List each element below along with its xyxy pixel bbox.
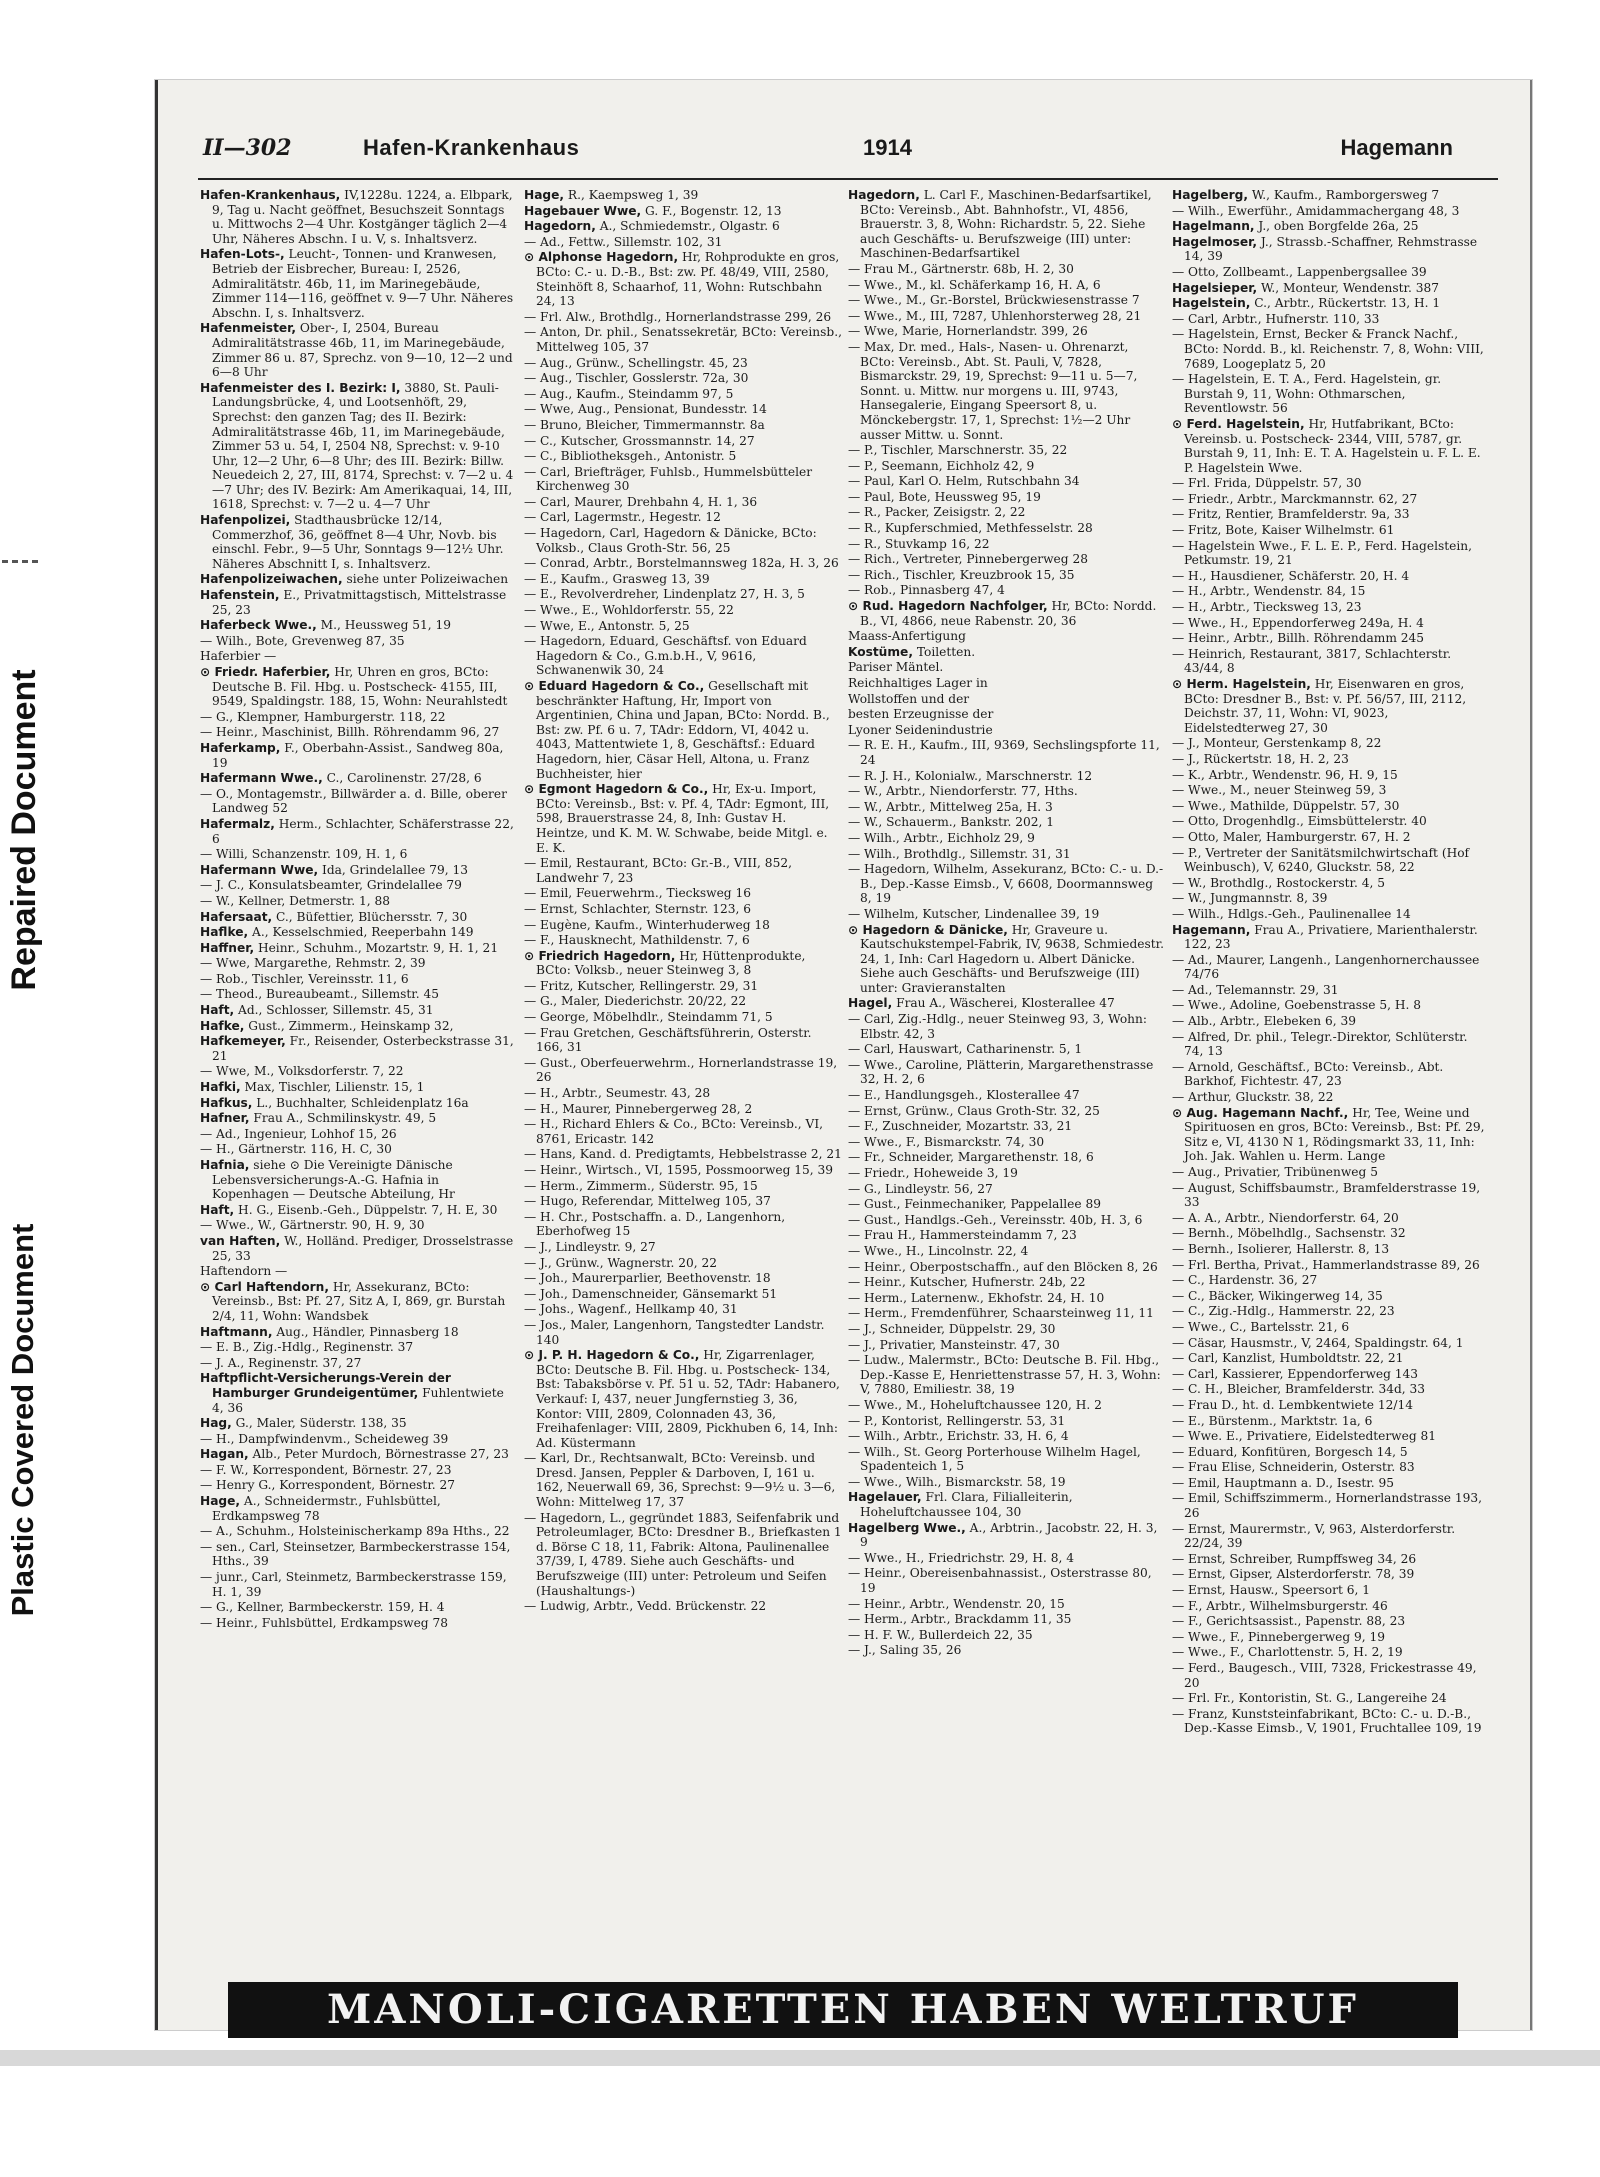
directory-entry: — Friedr., Hoheweide 3, 19 xyxy=(848,1166,1018,1180)
directory-entry: — Emil, Feuerwehrm., Tiecksweg 16 xyxy=(524,886,751,901)
directory-entry: — Wwe., M., neuer Steinweg 59, 3 xyxy=(1172,783,1387,798)
directory-entry: — Frau H., Hammersteindamm 7, 23 xyxy=(848,1228,1077,1243)
directory-entry: — Wilh., Brothdlg., Sillemstr. 31, 31 xyxy=(848,846,1071,861)
directory-entry: — Emil, Restaurant, BCto: Gr.-B., VIII, 852, Landwehr 7, 23 xyxy=(524,856,792,885)
directory-entry: Haffner, Heinr., Schuhm., Mozartstr. 9, H. 1, 21 xyxy=(200,940,499,955)
directory-entry: — Bernh., Möbelhdlg., Sachsenstr. 32 xyxy=(1172,1226,1406,1241)
directory-entry: Hagelberg Wwe., A., Arbtrin., Jacobstr. 22, H. 3, 9 xyxy=(848,1520,1158,1550)
directory-entry: — Fr., Schneider, Margarethenstr. 18, 6 xyxy=(848,1150,1094,1165)
directory-entry: Hafenpolizei, Stadthausbrücke 12/14, Commerzhof, 36, geöffnet 8—4 Uhr, Novb. bis einschl. Febr., 9—5 Uhr, Sonntags 9—12½ Uhr. Näheres Abschnitt I, s. Inhaltsverz. xyxy=(200,513,504,571)
repaired-document-label: Repaired Document xyxy=(5,669,43,991)
directory-entry: — G., Lindleystr. 56, 27 xyxy=(848,1181,993,1196)
directory-entry: — E., Revolverdreher, Lindenplatz 27, H. 3, 5 xyxy=(524,587,805,602)
directory-entry: — J., Privatier, Mansteinstr. 47, 30 xyxy=(848,1337,1060,1352)
directory-entry: — Hagelstein, E. T. A., Ferd. Hagelstein, gr. Burstah 9, 11, Wohn: Othmarschen, Reventlowstr. 56 xyxy=(1172,372,1442,416)
directory-entry: Kostüme, Toiletten. xyxy=(848,644,976,659)
directory-entry: — Henry G., Korrespondent, Börnestr. 27 xyxy=(200,1478,456,1493)
directory-entry: Haferbier — xyxy=(200,649,277,664)
directory-entry: — H., Hausdiener, Schäferstr. 20, H. 4 xyxy=(1172,568,1410,583)
directory-entry: ⊙ Hagedorn & Dänicke, Hr, Graveure u. Kautschukstempel-Fabrik, IV, 9638, Schmiedestr. 24, 1, Inh: Carl Hagedorn u. Albert Dänicke. Siehe auch Geschäfts- und Berufszweige (III) unter: Gravieranstalten xyxy=(848,922,1164,995)
directory-entry: ⊙ Herm. Hagelstein, Hr, Eisenwaren en gros, BCto: Dresdner B., Bst: v. Pf. 56/57, III, 2112, Deichstr. 37, 11, Wohn: VI, 9023, Eidelstedterweg 27, 30 xyxy=(1172,677,1467,735)
directory-entry: — Frau Elise, Schneiderin, Osterstr. 83 xyxy=(1172,1460,1415,1475)
directory-entry: Hafenstein, E., Privatmittagstisch, Mittelstrasse 25, 23 xyxy=(200,588,507,617)
directory-entry: — Wilh., Arbtr., Erichstr. 33, H. 6, 4 xyxy=(848,1429,1069,1444)
directory-entry: Haftpflicht-Versicherungs-Verein der Hamburger Grundeigentümer, Fuhlentwiete 4, 36 xyxy=(200,1371,504,1415)
directory-entry: — Wwe., H., Friedrichstr. 29, H. 8, 4 xyxy=(848,1550,1074,1565)
directory-entry: Hagelmann, J., oben Borgfelde 26a, 25 xyxy=(1172,219,1419,234)
directory-entry: Hafnia, siehe ⊙ Die Vereinigte Dänische Lebensversicherungs-A.-G. Hafnia in Kopenhagen — Deutsche Abteilung, Hr xyxy=(200,1158,455,1202)
directory-entry: — H., Richard Ehlers & Co., BCto: Vereinsb., VI, 8761, Ericastr. 142 xyxy=(524,1117,824,1146)
directory-entry: — Wwe., H., Lincolnstr. 22, 4 xyxy=(848,1243,1029,1258)
directory-entry: — Max, Dr. med., Hals-, Nasen- u. Ohrenarzt, BCto: Vereinsb., Abt. St. Pauli, V, 7828, Bismarckstr. 29, 19, Sprechst: 9—11 u. 5—7, Sonnt. u. Mittw. nur morgens u. III, 9743, Hansegalerie, Eingang Speersort 8, u. Mönckebergstr. 17, 1, Sprechst: 1½—2 Uhr ausser Mittw. u. Sonnt. xyxy=(848,339,1138,442)
directory-entry: — Wilh., Ewerführ., Amidammachergang 48, 3 xyxy=(1172,203,1460,218)
directory-entry: — P., Vertreter der Sanitätsmilchwirtschaft (Hof Weinbusch), V, 6240, Gluckstr. 58, 22 xyxy=(1172,845,1470,875)
directory-entry: — Alfred, Dr. phil., Telegr.-Direktor, Schlüterstr. 74, 13 xyxy=(1172,1029,1468,1059)
directory-entry: — W., Kellner, Detmerstr. 1, 88 xyxy=(200,893,391,908)
directory-entry: — J., Schneider, Düppelstr. 29, 30 xyxy=(848,1321,1056,1336)
directory-entry: Haft, H. G., Eisenb.-Geh., Düppelstr. 7, H. E, 30 xyxy=(200,1202,498,1217)
directory-entry: — Carl, Arbtr., Hufnerstr. 110, 33 xyxy=(1172,311,1380,326)
header-right-title: Hagemann xyxy=(1340,135,1453,160)
directory-entry: — Heinr., Wirtsch., VI, 1595, Possmoorweg 15, 39 xyxy=(524,1163,834,1177)
directory-entry: — sen., Carl, Steinsetzer, Barmbeckerstrasse 154, Hths., 39 xyxy=(200,1539,511,1569)
directory-entry: Hage, R., Kaempsweg 1, 39 xyxy=(524,188,699,202)
directory-entry: — Ad., Ingenieur, Lohhof 15, 26 xyxy=(200,1126,397,1141)
page-number: II—302 xyxy=(203,135,292,161)
directory-entry: — Wwe., Wilh., Bismarckstr. 58, 19 xyxy=(848,1474,1066,1489)
page-header xyxy=(203,135,1493,175)
directory-entry: — Frau D., ht. d. Lembkentwiete 12/14 xyxy=(1172,1397,1413,1412)
directory-entry: — Carl, Maurer, Drehbahn 4, H. 1, 36 xyxy=(524,494,758,509)
directory-entry: Hafkus, L., Buchhalter, Schleidenplatz 16a xyxy=(200,1095,469,1110)
directory-entry: — J., Grünw., Wagnerstr. 20, 22 xyxy=(524,1255,718,1270)
directory-entry: — Arnold, Geschäftsf., BCto: Vereinsb., Abt. Barkhof, Fichtestr. 47, 23 xyxy=(1172,1059,1444,1089)
directory-entry: Hafenmeister, Ober-, I, 2504, Bureau Admiralitätstrasse 46b, 11, im Marinegebäude, Zimmer 86 u. 87, Sprechz. von 9—10, 12—2 und 6—8 Uhr xyxy=(200,321,513,380)
directory-entry: — Wwe., Adoline, Goebenstrasse 5, H. 8 xyxy=(1172,998,1422,1013)
directory-entry: — E., Handlungsgeh., Klosterallee 47 xyxy=(848,1088,1080,1103)
directory-entry: — Cäsar, Hausmstr., V, 2464, Spaldingstr. 64, 1 xyxy=(1172,1335,1464,1350)
directory-entry: ⊙ Eduard Hagedorn & Co., Gesellschaft mit beschränkter Haftung, Hr, Import von Argentinien, China und Japan, BCto: Nordd. B., Bst: zw. Pf. 6 u. 7, TAdr: Eddorn, VI, 4042 u. 4043, Mattentwiete 1, 8, Geschäftsf.: Eduard Hagedorn, hier, Cäsar Hell, Altona, u. Franz Buchheister, hier xyxy=(524,679,830,781)
directory-entry: Hagelmoser, J., Strassb.-Schaffner, Rehmstrasse 14, 39 xyxy=(1172,234,1478,264)
directory-entry: — Willi, Schanzenstr. 109, H. 1, 6 xyxy=(200,847,408,862)
directory-entry: — Wwe., F., Bismarckstr. 74, 30 xyxy=(848,1134,1045,1149)
directory-entry: — E. B., Zig.-Hdlg., Reginenstr. 37 xyxy=(200,1340,414,1355)
directory-entry: Hafersaat, C., Büfettier, Blüchersstr. 7, 30 xyxy=(200,909,468,924)
directory-entry: Hagelberg, W., Kaufm., Ramborgersweg 7 xyxy=(1172,188,1440,202)
directory-entry: — Heinr., Arbtr., Billh. Röhrendamm 245 xyxy=(1172,631,1425,646)
directory-entry: Hafki, Max, Tischler, Lilienstr. 15, 1 xyxy=(200,1080,425,1095)
header-left-title: Hafen-Krankenhaus xyxy=(363,135,580,160)
directory-entry: — Heinr., Maschinist, Billh. Röhrendamm 96, 27 xyxy=(200,725,500,740)
directory-entry: — Wwe., H., Eppendorferweg 249a, H. 4 xyxy=(1172,615,1424,630)
directory-column-1 xyxy=(200,188,518,1968)
directory-entry: — Herm., Arbtr., Brackdamm 11, 35 xyxy=(848,1612,1072,1627)
directory-entry: — Carl, Hauswart, Catharinenstr. 5, 1 xyxy=(848,1042,1083,1057)
directory-page xyxy=(155,80,1532,2033)
directory-entry: — Herm., Laternenw., Ekhofstr. 24, H. 10 xyxy=(848,1290,1105,1305)
directory-entry: — Frau M., Gärtnerstr. 68b, H. 2, 30 xyxy=(848,261,1074,276)
directory-entry: van Haften, W., Holländ. Prediger, Drosselstrasse 25, 33 xyxy=(200,1233,514,1263)
directory-entry: — Wilh., Bote, Grevenweg 87, 35 xyxy=(200,633,405,648)
directory-entry: Haflke, A., Kesselschmied, Reeperbahn 149 xyxy=(200,925,474,940)
directory-entry: — R. J. H., Kolonialw., Marschnerstr. 12 xyxy=(848,768,1093,783)
directory-entry: — J., Rückertstr. 18, H. 2, 23 xyxy=(1172,751,1349,766)
directory-entry: — C., Hardenstr. 36, 27 xyxy=(1172,1273,1318,1288)
directory-entry: — Heinr., Fuhlsbüttel, Erdkampsweg 78 xyxy=(200,1615,448,1630)
directory-entry: — C., Bibliotheksgeh., Antonistr. 5 xyxy=(524,449,737,464)
directory-entry: — Eduard, Konfitüren, Borgesch 14, 5 xyxy=(1172,1444,1408,1459)
directory-entry: ⊙ Ferd. Hagelstein, Hr, Hutfabrikant, BCto: Vereinsb. u. Postscheck- 2344, VIII, 5787, gr. Burstah 9, 11, Inh: E. T. A. Hagelstein u. F. L. E. P. Hagelstein Wwe. xyxy=(1172,416,1481,475)
directory-entry: — Ad., Fettw., Sillemstr. 102, 31 xyxy=(524,234,723,249)
directory-entry: — J., Saling 35, 26 xyxy=(848,1643,962,1658)
directory-entry: — R., Stuvkamp 16, 22 xyxy=(848,536,990,551)
directory-entry: — Karl, Dr., Rechtsanwalt, BCto: Vereinsb. und Dresd. Jansen, Peppler & Darboven, I, 161 u. 162, Neuerwall 69, 36, Sprechst: 9—9½ u. 3—6, Wohn: Mittelweg 17, 37 xyxy=(524,1451,836,1510)
directory-entry: — A., Schuhm., Holsteinischerkamp 89a Hths., 22 xyxy=(200,1524,510,1539)
directory-entry: — Wilh., Arbtr., Eichholz 29, 9 xyxy=(848,830,1035,845)
directory-entry: — Hagelstein Wwe., F. L. E. P., Ferd. Hagelstein, Petkumstr. 19, 21 xyxy=(1172,538,1472,568)
directory-entry: besten Erzeugnisse der xyxy=(848,707,994,722)
directory-entry: — Frl. Fr., Kontoristin, St. G., Langereihe 24 xyxy=(1172,1691,1447,1706)
directory-entry: ⊙ Egmont Hagedorn & Co., Hr, Ex-u. Import, BCto: Vereinsb., Bst: v. Pf. 4, TAdr: Egmont, III, 598, Brauerstrasse 24, 8, Inh: Gustav H. Heintze, und K. M. W. Schwabe, beide Mitgl. e. E. K. xyxy=(524,782,830,855)
directory-entry: — Emil, Hauptmann a. D., Isestr. 95 xyxy=(1172,1475,1395,1490)
directory-entry: Hafermann Wwe., C., Carolinenstr. 27/28, 6 xyxy=(200,771,482,786)
directory-entry: Lyoner Seidenindustrie xyxy=(848,722,993,737)
directory-entry: — Aug., Kaufm., Steindamm 97, 5 xyxy=(524,386,734,401)
scan-bottom-edge xyxy=(0,2050,1600,2066)
directory-entry: Hagebauer Wwe, G. F., Bogenstr. 12, 13 xyxy=(524,203,782,218)
directory-entry: — W., Jungmannstr. 8, 39 xyxy=(1172,891,1328,906)
directory-entry: — Herm., Fremdenführer, Schaarsteinweg 11, 11 xyxy=(848,1306,1154,1321)
directory-entry: — F. W., Korrespondent, Börnestr. 27, 23 xyxy=(200,1462,452,1477)
directory-entry: Hagemann, Frau A., Privatiere, Marienthalerstr. 122, 23 xyxy=(1172,922,1478,952)
directory-entry: Hagedorn, L. Carl F., Maschinen-Bedarfsartikel, BCto: Vereinsb., Abt. Bahnhofstr., VI, 4856, Brauerstr. 3, 8, Wohn: Richardstr. 5, 22. Siehe auch Geschäfts- u. Berufszweige (III) unter: Maschinen-Bedarfsartikel xyxy=(848,188,1152,261)
directory-entry: — Otto, Zollbeamt., Lappenbergsallee 39 xyxy=(1172,264,1427,279)
directory-entry: Haft, Ad., Schlosser, Sillemstr. 45, 31 xyxy=(200,1003,434,1018)
directory-column-2 xyxy=(524,188,842,1968)
directory-entry: — E., Bürstenm., Marktstr. 1a, 6 xyxy=(1172,1413,1373,1428)
directory-entry: — Ernst, Gipser, Alsterdorferstr. 78, 39 xyxy=(1172,1567,1415,1582)
directory-entry: — P., Kontorist, Rellingerstr. 53, 31 xyxy=(848,1413,1066,1428)
directory-entry: Haftendorn — xyxy=(200,1264,288,1279)
directory-entry: — Emil, Schiffszimmerm., Hornerlandstrasse 193, 26 xyxy=(1172,1491,1483,1521)
directory-entry: — R. E. H., Kaufm., III, 9369, Sechslingspforte 11, 24 xyxy=(848,738,1160,767)
directory-entry: — Wwe, E., Antonstr. 5, 25 xyxy=(524,618,690,633)
plastic-covered-label: Plastic Covered Document xyxy=(5,1223,40,1617)
directory-entry: Hafenpolizeiwachen, siehe unter Polizeiwachen xyxy=(200,572,509,587)
directory-entry: — Rich., Tischler, Kreuzbrook 15, 35 xyxy=(848,567,1075,582)
directory-entry: Hafkemeyer, Fr., Reisender, Osterbeckstrasse 31, 21 xyxy=(200,1034,514,1063)
directory-entry: — Wwe., M., Gr.-Borstel, Brückwiesenstrasse 7 xyxy=(848,293,1140,308)
directory-entry: — H. F. W., Bullerdeich 22, 35 xyxy=(848,1627,1033,1642)
directory-entry: — J. A., Reginenstr. 37, 27 xyxy=(200,1355,362,1370)
directory-entry: — Hagedorn, Wilhelm, Assekuranz, BCto: C.- u. D.-B., Dep.-Kasse Eimsb., V, 6608, Doormannsweg 8, 19 xyxy=(848,862,1164,906)
directory-entry: — F., Arbtr., Wilhelmsburgerstr. 46 xyxy=(1172,1598,1388,1613)
directory-entry: — Hugo, Referendar, Mittelweg 105, 37 xyxy=(524,1194,771,1209)
directory-entry: — P., Seemann, Eichholz 42, 9 xyxy=(848,458,1035,473)
directory-entry: — Wilh., Hdlgs.-Geh., Paulinenallee 14 xyxy=(1172,906,1411,921)
directory-entry: Hagelstein, C., Arbtr., Rückertstr. 13, H. 1 xyxy=(1172,296,1441,311)
directory-entry: Hage, A., Schneidermstr., Fuhlsbüttel, Erdkampsweg 78 xyxy=(200,1494,441,1523)
directory-entry: Hafke, Gust., Zimmerm., Heinskamp 32, xyxy=(200,1018,454,1033)
directory-entry: — August, Schiffsbaumstr., Bramfelderstrasse 19, 33 xyxy=(1172,1180,1481,1210)
directory-entry: — A. A., Arbtr., Niendorferstr. 64, 20 xyxy=(1172,1210,1399,1225)
directory-entry: — Wwe., F., Charlottenstr. 5, H. 2, 19 xyxy=(1172,1645,1403,1660)
directory-entry: — C., Kutscher, Grossmannstr. 14, 27 xyxy=(524,433,755,448)
directory-entry: — Ferd., Baugesch., VIII, 7328, Frickestrasse 49, 20 xyxy=(1172,1661,1477,1690)
directory-entry: ⊙ J. P. H. Hagedorn & Co., Hr, Zigarrenlager, BCto: Deutsche B. Fil. Hbg. u. Postscheck- 134, Bst: Tabaksbörse v. Pf. 51 u. 52, TAdr: Habanero, Verkauf: I, 437, neuer Jungfernstieg 3, 36, Kontor: VIII, 2809, Colonnaden 43, 36, Freihafenlager: VIII, 2809, Pickhuben 6, 14, Inh: Ad. Küstermann xyxy=(524,1348,840,1450)
directory-entry: — C., Zig.-Hdlg., Hammerstr. 22, 23 xyxy=(1172,1304,1395,1319)
header-rule xyxy=(198,178,1498,180)
directory-entry: ⊙ Friedrich Hagedorn, Hr, Hüttenprodukte, BCto: Volksb., neuer Steinweg 3, 8 xyxy=(524,948,806,978)
directory-entry: Pariser Mäntel. xyxy=(848,660,944,675)
directory-entry: — Ludw., Malermstr., BCto: Deutsche B. Fil. Hbg., Dep.-Kasse E, Henriettenstrasse 57, H. 3, Wohn: V, 7880, Emiliestr. 38, 19 xyxy=(848,1353,1161,1397)
directory-entry: Hafen-Krankenhaus, IV,1228u. 1224, a. Elbpark, 9, Tag u. Nacht geöffnet, Besuchszeit Sonntags u. Mittwochs 2—4 Uhr. Kostgänger täglich 2—4 Uhr, Näheres Abschn. I u. V, s. Inhaltsverz. xyxy=(200,188,513,246)
directory-entry: — Otto, Maler, Hamburgerstr. 67, H. 2 xyxy=(1172,829,1411,844)
directory-entry: — Wwe., M., Hoheluftchaussee 120, H. 2 xyxy=(848,1397,1102,1412)
directory-entry: — Ernst, Grünw., Claus Groth-Str. 32, 25 xyxy=(848,1103,1100,1118)
directory-entry: — Alb., Arbtr., Elebeken 6, 39 xyxy=(1172,1014,1356,1029)
directory-entry: Wollstoffen und der xyxy=(848,691,970,706)
directory-entry: — Hagedorn, L., gegründet 1883, Seifenfabrik und Petroleumlager, BCto: Dresdner B., Briefkasten 1 d. Börse C 18, 11, Fabrik: Altona, Paulinenallee 37/39, I, 4789. Siehe auch Geschäfts- und Berufszweige (III) unter: Petroleum und Seifen (Haushaltungs-) xyxy=(524,1510,842,1598)
directory-entry: — Bruno, Bleicher, Timmermannstr. 8a xyxy=(524,417,765,432)
directory-entry: — Wwe., Mathilde, Düppelstr. 57, 30 xyxy=(1172,798,1400,813)
label-separator xyxy=(2,560,38,563)
directory-entry: — Ad., Telemannstr. 29, 31 xyxy=(1172,982,1339,997)
directory-entry: ⊙ Rud. Hagedorn Nachfolger, Hr, BCto: Nordd. B., VI, 4866, neue Rabenstr. 20, 36 xyxy=(848,599,1157,628)
directory-entry: — Wwe., Caroline, Plätterin, Margarethenstrasse 32, H. 2, 6 xyxy=(848,1057,1154,1087)
directory-entry: — J., Lindleystr. 9, 27 xyxy=(524,1239,656,1254)
directory-entry: — Wwe, Margarethe, Rehmstr. 2, 39 xyxy=(200,956,426,971)
directory-entry: — Frau Gretchen, Geschäftsführerin, Osterstr. 166, 31 xyxy=(524,1025,812,1055)
directory-entry: — Ernst, Schreiber, Rumpffsweg 34, 26 xyxy=(1172,1551,1417,1566)
directory-entry: — Joh., Damenschneider, Gänsemarkt 51 xyxy=(524,1286,778,1301)
directory-entry: — Wwe., M., kl. Schäferkamp 16, H. A, 6 xyxy=(848,277,1101,292)
directory-entry: — Conrad, Arbtr., Borstelmannsweg 182a, H. 3, 26 xyxy=(524,556,839,571)
directory-entry: Hagel, Frau A., Wäscherei, Klosterallee 47 xyxy=(848,996,1115,1011)
directory-column-3 xyxy=(848,188,1166,1968)
directory-entry: — Ernst, Hausw., Speersort 6, 1 xyxy=(1172,1583,1370,1598)
directory-entry: — Aug., Tischler, Gosslerstr. 72a, 30 xyxy=(524,371,749,386)
directory-entry: — Aug., Privatier, Tribünenweg 5 xyxy=(1172,1165,1378,1179)
directory-entry: Hag, G., Maler, Süderstr. 138, 35 xyxy=(200,1416,407,1431)
directory-entry: — Johs., Wagenf., Hellkamp 40, 31 xyxy=(524,1302,738,1317)
directory-entry: — Wwe., M., III, 7287, Uhlenhorsterweg 28, 21 xyxy=(848,308,1142,323)
directory-entry: — H., Maurer, Pinnebergerweg 28, 2 xyxy=(524,1101,753,1116)
directory-entry: Hafermalz, Herm., Schlachter, Schäferstrasse 22, 6 xyxy=(200,816,514,846)
directory-entry: — Fritz, Bote, Kaiser Wilhelmstr. 61 xyxy=(1172,523,1395,538)
directory-entry: — C., Bäcker, Wikingerweg 14, 35 xyxy=(1172,1288,1383,1303)
directory-entry: — Herm., Zimmerm., Süderstr. 95, 15 xyxy=(524,1178,758,1193)
directory-entry: — Hagelstein, Ernst, Becker & Franck Nachf., BCto: Nordd. B., kl. Reichenstr. 7, 8, Wohn: VIII, 7689, Loogeplatz 5, 20 xyxy=(1172,327,1484,371)
directory-entry: — H., Arbtr., Wendenstr. 84, 15 xyxy=(1172,584,1366,599)
directory-entry: Hafner, Frau A., Schmilinskystr. 49, 5 xyxy=(200,1111,437,1126)
directory-entry: — Arthur, Gluckstr. 38, 22 xyxy=(1172,1090,1334,1105)
directory-entry: — Gust., Oberfeuerwehrm., Hornerlandstrasse 19, 26 xyxy=(524,1055,838,1085)
directory-entry: — Carl, Zig.-Hdlg., neuer Steinweg 93, 3, Wohn: Elbstr. 42, 3 xyxy=(848,1012,1147,1041)
directory-entry: — O., Montagemstr., Billwärder a. d. Bille, oberer Landweg 52 xyxy=(200,786,507,816)
directory-entry: — J., Monteur, Gerstenkamp 8, 22 xyxy=(1172,736,1382,751)
directory-entry: — Fritz, Rentier, Bramfelderstr. 9a, 33 xyxy=(1172,507,1410,522)
directory-entry: — Wwe, Aug., Pensionat, Bundesstr. 14 xyxy=(524,402,767,417)
directory-entry: — Heinr., Oberpostschaffn., auf den Blöcken 8, 26 xyxy=(848,1259,1158,1274)
directory-entry: — H. Chr., Postschaffn. a. D., Langenhorn, Eberhofweg 15 xyxy=(524,1209,786,1239)
directory-entry: — H., Dampfwindenvm., Scheideweg 39 xyxy=(200,1431,449,1446)
directory-entry: — Carl, Kanzlist, Humboldtstr. 22, 21 xyxy=(1172,1351,1404,1366)
directory-entry: — Wwe. E., Privatiere, Eidelstedterweg 81 xyxy=(1172,1429,1437,1444)
directory-entry: — R., Kupferschmied, Methfesselstr. 28 xyxy=(848,521,1093,536)
directory-entry: — W., Brothdlg., Rostockerstr. 4, 5 xyxy=(1172,875,1385,890)
directory-entry: — Heinr., Arbtr., Wendenstr. 20, 15 xyxy=(848,1596,1065,1611)
directory-entry: — Aug., Grünw., Schellingstr. 45, 23 xyxy=(524,355,748,370)
directory-entry: — Joh., Maurerparlier, Beethovenstr. 18 xyxy=(524,1271,771,1286)
directory-entry: — Rob., Pinnasberg 47, 4 xyxy=(848,583,1005,598)
directory-entry: — W., Arbtr., Mittelweg 25a, H. 3 xyxy=(848,799,1053,814)
directory-entry: — Rob., Tischler, Vereinsstr. 11, 6 xyxy=(200,971,409,986)
directory-entry: — Heinr., Kutscher, Hufnerstr. 24b, 22 xyxy=(848,1275,1086,1290)
directory-entry: — G., Klempner, Hamburgerstr. 118, 22 xyxy=(200,709,446,724)
directory-entry: Hafen-Lots-, Leucht-, Tonnen- und Kranwesen, Betrieb der Eisbrecher, Bureau: I, 2526, Admiralitätstr. 46b, 11, im Marinegebäude, Zimmer 114—116, geöffnet v. 9—7 Uhr. Näheres Abschn. I, s. Inhaltsverz. xyxy=(200,247,514,320)
directory-entry: — Wwe, M., Volksdorferstr. 7, 22 xyxy=(200,1064,404,1079)
directory-entry: — Carl, Briefträger, Fuhlsb., Hummelsbütteler Kirchenweg 30 xyxy=(524,464,813,494)
directory-entry: Reichhaltiges Lager in xyxy=(848,676,988,690)
directory-entry: Haftmann, Aug., Händler, Pinnasberg 18 xyxy=(200,1324,459,1339)
directory-entry: — Hagedorn, Eduard, Geschäftsf. von Eduard Hagedorn & Co., G.m.b.H., V, 9616, Schwanenwik 30, 24 xyxy=(524,634,807,678)
directory-entry: — Wwe., F., Pinnebergerweg 9, 19 xyxy=(1172,1629,1386,1644)
directory-entry: — Paul, Bote, Heussweg 95, 19 xyxy=(848,489,1041,504)
directory-entry: — Anton, Dr. phil., Senatssekretär, BCto: Vereinsb., Mittelweg 105, 37 xyxy=(524,325,842,354)
directory-entry: — George, Möbelhdlr., Steindamm 71, 5 xyxy=(524,1010,773,1025)
directory-entry: — Wwe, Marie, Hornerlandstr. 399, 26 xyxy=(848,324,1088,339)
directory-entry: — Theod., Bureaubeamt., Sillemstr. 45 xyxy=(200,987,440,1002)
directory-entry: — R., Packer, Zeisigstr. 2, 22 xyxy=(848,505,1026,520)
directory-entry: ⊙ Carl Haftendorn, Hr, Assekuranz, BCto: Vereinsb., Bst: Pf. 27, Sitz A, I, 869, gr. Burstah 2/4, 11, Wohn: Wandsbek xyxy=(200,1279,506,1323)
directory-entry: — H., Arbtr., Seumestr. 43, 28 xyxy=(524,1086,711,1101)
advertisement-banner: MANOLI-CIGARETTEN HABEN WELTRUF xyxy=(228,1982,1458,2038)
directory-entry: — Wilhelm, Kutscher, Lindenallee 39, 19 xyxy=(848,906,1100,921)
directory-entry: — Eugène, Kaufm., Winterhuderweg 18 xyxy=(524,917,770,932)
header-year: 1914 xyxy=(863,135,912,160)
directory-entry: — Fritz, Kutscher, Rellingerstr. 29, 31 xyxy=(524,978,759,993)
directory-entry: ⊙ Alphonse Hagedorn, Hr, Rohprodukte en gros, BCto: C.- u. D.-B., Bst: zw. Pf. 48/49, VIII, 2580, Steinhöft 8, Schaarhof, 11, Wohn: Rutschbahn 24, 13 xyxy=(524,250,840,309)
directory-entry: — Otto, Drogenhdlg., Eimsbüttelerstr. 40 xyxy=(1172,814,1427,829)
directory-entry: — Hagedorn, Carl, Hagedorn & Dänicke, BCto: Volksb., Claus Groth-Str. 56, 25 xyxy=(524,526,817,555)
directory-entry: ⊙ Aug. Hagemann Nachf., Hr, Tee, Weine und Spirituosen en gros, BCto: Vereinsb., Bst: Pf. 29, Sitz e, VI, 4130 N 1, Rödingsmarkt 33, 11, Inh: Joh. Jak. Wahlen u. Herm. Lange xyxy=(1172,1105,1485,1164)
directory-entry: ⊙ Friedr. Haferbier, Hr, Uhren en gros, BCto: Deutsche B. Fil. Hbg. u. Postscheck- 4155, III, 9549, Spaldingstr. 188, 15, Wohn: Neurahlstedt xyxy=(200,665,508,709)
directory-column-4 xyxy=(1172,188,1490,1968)
directory-entry: Haferkamp, F., Oberbahn-Assist., Sandweg 80a, 19 xyxy=(200,740,504,770)
directory-entry: — Carl, Lagermstr., Hegestr. 12 xyxy=(524,510,721,525)
directory-entry: — Wwe., E., Wohldorferstr. 55, 22 xyxy=(524,603,734,618)
directory-entry: — W., Arbtr., Niendorferstr. 77, Hths. xyxy=(848,784,1078,799)
directory-entry: — Wilh., St. Georg Porterhouse Wilhelm Hagel, Spadenteich 1, 5 xyxy=(848,1444,1141,1474)
directory-entry: — Friedr., Arbtr., Marckmannstr. 62, 27 xyxy=(1172,491,1418,506)
directory-entry: — F., Gerichtsassist., Papenstr. 88, 23 xyxy=(1172,1614,1406,1629)
directory-entry: — P., Tischler, Marschnerstr. 35, 22 xyxy=(848,443,1068,458)
directory-entry: — Gust., Handlgs.-Geh., Vereinsstr. 40b, H. 3, 6 xyxy=(848,1212,1143,1227)
directory-entry: — G., Kellner, Barmbeckerstr. 159, H. 4 xyxy=(200,1600,445,1615)
directory-entry: — J. C., Konsulatsbeamter, Grindelallee 79 xyxy=(200,878,462,893)
directory-entry: — C. H., Bleicher, Bramfelderstr. 34d, 33 xyxy=(1172,1382,1426,1397)
directory-entry: Hafermann Wwe, Ida, Grindelallee 79, 13 xyxy=(200,862,468,877)
directory-entry: Hagelauer, Frl. Clara, Filialleiterin, Hoheluftchaussee 104, 30 xyxy=(848,1490,1073,1520)
directory-entry: — Bernh., Isolierer, Hallerstr. 8, 13 xyxy=(1172,1241,1390,1256)
directory-entry: — K., Arbtr., Wendenstr. 96, H. 9, 15 xyxy=(1172,767,1398,782)
directory-entry: Maass-Anfertigung xyxy=(848,629,966,644)
directory-entry: — Wwe., C., Bartelsstr. 21, 6 xyxy=(1172,1319,1350,1334)
directory-entry: Hagelsieper, W., Monteur, Wendenstr. 387 xyxy=(1172,280,1439,295)
directory-entry: — Ernst, Maurermstr., V, 963, Alsterdorferstr. 22/24, 39 xyxy=(1172,1521,1456,1551)
directory-entry: — Hans, Kand. d. Predigtamts, Hebbelstrasse 2, 21 xyxy=(524,1147,842,1162)
directory-entry: — Gust., Feinmechaniker, Pappelallee 89 xyxy=(848,1197,1101,1212)
directory-entry: — Frl. Bertha, Privat., Hammerlandstrasse 89, 26 xyxy=(1172,1257,1480,1272)
directory-entry: — Carl, Kassierer, Eppendorferweg 143 xyxy=(1172,1366,1419,1381)
directory-entry: Hagan, Alb., Peter Murdoch, Börnestrasse 27, 23 xyxy=(200,1447,509,1462)
directory-entry: — junr., Carl, Steinmetz, Barmbeckerstrasse 159, H. 1, 39 xyxy=(200,1570,507,1599)
directory-entry: — G., Maler, Diederichstr. 20/22, 22 xyxy=(524,994,747,1009)
directory-entry: — H., Gärtnerstr. 116, H. C, 30 xyxy=(200,1142,392,1157)
directory-entry: — Ad., Maurer, Langenh., Langenhornerchaussee 74/76 xyxy=(1172,952,1480,982)
directory-entry: — E., Kaufm., Grasweg 13, 39 xyxy=(524,571,710,586)
directory-entry: Hagedorn, A., Schmiedemstr., Olgastr. 6 xyxy=(524,219,780,234)
directory-entry: — F., Hausknecht, Mathildenstr. 7, 6 xyxy=(524,933,750,948)
directory-entry: — Rich., Vertreter, Pinnebergerweg 28 xyxy=(848,552,1088,567)
directory-entry: — Frl. Frida, Düppelstr. 57, 30 xyxy=(1172,476,1362,491)
directory-entry: — F., Zuschneider, Mozartstr. 33, 21 xyxy=(848,1119,1073,1134)
directory-entry: — Franz, Kunststeinfabrikant, BCto: C.- u. D.-B., Dep.-Kasse Eimsb., V, 1901, Fruchtallee 109, 19 xyxy=(1172,1706,1482,1736)
directory-entry: — H., Arbtr., Tiecksweg 13, 23 xyxy=(1172,600,1362,615)
directory-entry: — Ernst, Schlachter, Sternstr. 123, 6 xyxy=(524,901,752,916)
directory-entry: — W., Schauerm., Bankstr. 202, 1 xyxy=(848,815,1055,830)
directory-entry: Haferbeck Wwe., M., Heussweg 51, 19 xyxy=(200,618,452,633)
directory-entry: — Heinrich, Restaurant, 3817, Schlachterstr. 43/44, 8 xyxy=(1172,646,1452,676)
directory-entry: — Ludwig, Arbtr., Vedd. Brückenstr. 22 xyxy=(524,1599,767,1614)
directory-entry: — Frl. Alw., Brothdlg., Hornerlandstrasse 299, 26 xyxy=(524,309,832,324)
directory-entry: Hafenmeister des I. Bezirk: I, 3880, St. Pauli-Landungsbrücke, 4, und Lootsenhöft, 29, Sprechst: den ganzen Tag; des II. Bezirk: Admiralitätstrasse 46b, 11, im Marinegebäude, Zimmer 53 u. 54, I, 2504 N8, Sprechst: v. 9-10 Uhr, 12—2 Uhr, 6—8 Uhr; des III. Bezirk: Billw. Neuedeich 2, 27, III, 8174, Sprechst: v. 7—2 u. 4—7 Uhr; des IV. Bezirk: Am Amerikaquai, 14, III, 1618, Sprechst: v. 7—2 u. 4—7 Uhr xyxy=(200,380,514,512)
directory-entry: — Paul, Karl O. Helm, Rutschbahn 34 xyxy=(848,474,1080,489)
directory-entry: — Wwe., W., Gärtnerstr. 90, H. 9, 30 xyxy=(200,1218,425,1233)
directory-entry: — Heinr., Obereisenbahnassist., Osterstrasse 80, 19 xyxy=(848,1566,1152,1596)
directory-entry: — Jos., Maler, Langenhorn, Tangstedter Landstr. 140 xyxy=(524,1317,825,1347)
